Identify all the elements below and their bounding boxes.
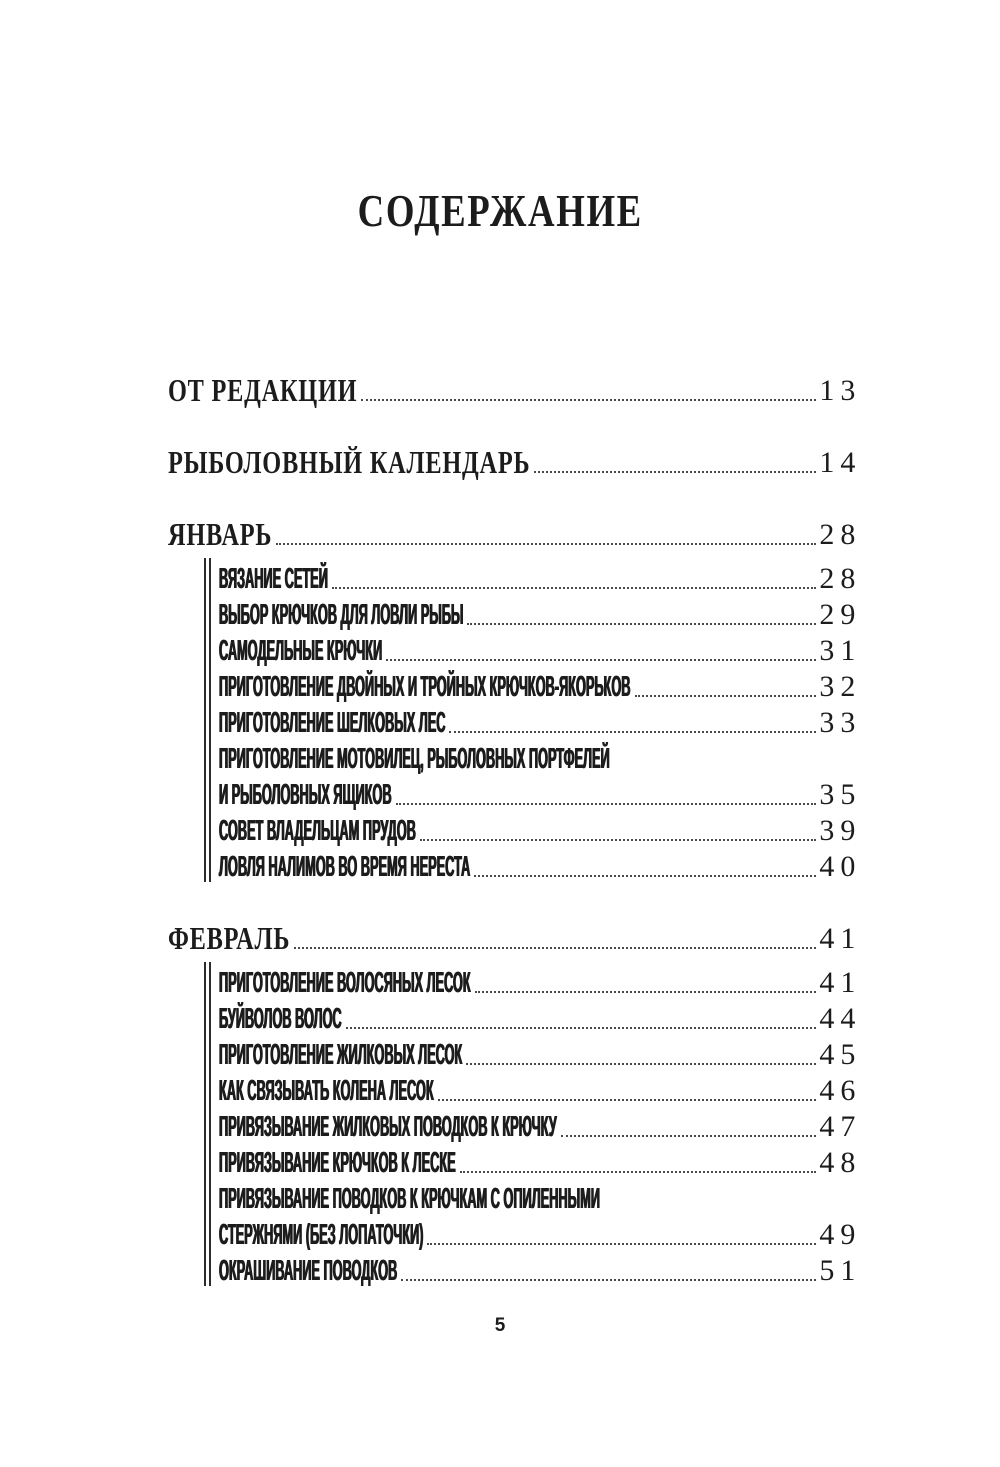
- page-ref: 49: [819, 1218, 862, 1251]
- dot-leader: [460, 1171, 817, 1173]
- dot-leader: [467, 623, 816, 625]
- toc-subentry: [219, 774, 862, 811]
- toc-subentry-label: [219, 673, 631, 702]
- dot-leader: [294, 947, 816, 949]
- toc-entry-label: [168, 374, 357, 406]
- toc-list: [168, 372, 862, 1287]
- page-ref: 29: [819, 598, 862, 631]
- toc-subentry-label-text: ВЯЗАНИЕ СЕТЕЙ: [219, 563, 328, 595]
- page-ref: 46: [819, 1074, 862, 1107]
- toc-subentry-label: [219, 1185, 600, 1214]
- toc-subentry-label: [219, 1113, 557, 1142]
- page-ref: 41: [819, 922, 862, 955]
- dot-leader: [466, 1063, 816, 1065]
- toc-subentry-label-text: САМОДЕЛЬНЫЕ КРЮЧКИ: [219, 635, 383, 667]
- toc-subentry: [219, 962, 862, 999]
- dot-leader: [386, 659, 816, 661]
- toc-entry-label-text: ОТ РЕДАКЦИИ: [168, 372, 358, 408]
- toc-subentry-label-text: СОВЕТ ВЛАДЕЛЬЦАМ ПРУДОВ: [219, 815, 416, 847]
- toc-subentry-label: [219, 565, 328, 594]
- toc-subentry-label-text: ПРИГОТОВЛЕНИЕ ЖИЛКОВЫХ ЛЕСОК: [219, 1039, 463, 1071]
- toc-subentry: [219, 998, 862, 1035]
- toc-subentry: [219, 1178, 856, 1214]
- dot-leader: [474, 875, 816, 877]
- dot-leader: [449, 731, 816, 733]
- dot-leader: [534, 471, 816, 473]
- toc-subentry-label: [219, 1221, 423, 1250]
- dot-leader: [475, 991, 817, 993]
- dot-leader: [361, 399, 816, 401]
- toc-subentry-label-text: ПРИВЯЗЫВАНИЕ ПОВОДКОВ К КРЮЧКАМ С ОПИЛЕННЫМИ: [219, 1183, 600, 1215]
- page-ref: 32: [819, 670, 862, 703]
- page-ref: 13: [819, 374, 862, 407]
- toc-subentry-label-text: СТЕРЖНЯМИ (БЕЗ ЛОПАТОЧКИ): [219, 1219, 424, 1251]
- toc-section: [168, 920, 862, 1287]
- page-ref: 51: [819, 1254, 862, 1287]
- dot-leader: [332, 587, 816, 589]
- page-title: [0, 185, 1000, 236]
- toc-subentry-label: [219, 1149, 456, 1178]
- page-ref: 33: [819, 706, 862, 739]
- page-folio-number: 5: [494, 1315, 506, 1336]
- page-ref: 35: [819, 778, 862, 811]
- toc-section: [168, 372, 862, 408]
- toc-subentry: [219, 702, 862, 739]
- toc-subentry-label: [219, 853, 470, 882]
- toc-subentry-label-text: И РЫБОЛОВНЫХ ЯЩИКОВ: [219, 779, 392, 811]
- toc-subentry-label: [219, 1077, 434, 1106]
- toc-subentry-label-text: КАК СВЯЗЫВАТЬ КОЛЕНА ЛЕСОК: [219, 1075, 434, 1107]
- toc-subentry-label-text: ПРИГОТОВЛЕНИЕ ДВОЙНЫХ И ТРОЙНЫХ КРЮЧКОВ-ЯКОРЬКОВ: [219, 671, 631, 703]
- page-ref: 41: [819, 966, 862, 999]
- toc-entry: [168, 920, 862, 956]
- toc-subsection: [209, 558, 862, 883]
- toc-subentry-label: [219, 637, 382, 666]
- toc-subentry-label: [219, 709, 445, 738]
- toc-subentry-label-text: ПРИГОТОВЛЕНИЕ ШЕЛКОВЫХ ЛЕС: [219, 707, 446, 739]
- toc-entry-label: [168, 518, 272, 550]
- toc-subentry-label-text: ПРИВЯЗЫВАНИЕ ЖИЛКОВЫХ ПОВОДКОВ К КРЮЧКУ: [219, 1111, 557, 1143]
- toc-subentry-label-text: ЛОВЛЯ НАЛИМОВ ВО ВРЕМЯ НЕРЕСТА: [219, 851, 471, 883]
- toc-entry: [168, 372, 862, 408]
- toc-subentry: [219, 1214, 862, 1251]
- toc-subentry: [219, 738, 856, 774]
- toc-section: [168, 444, 862, 480]
- page-ref: 28: [819, 562, 862, 595]
- page-ref: 44: [819, 1002, 862, 1035]
- dot-leader: [561, 1135, 817, 1137]
- page-title-text: СОДЕРЖАНИЕ: [357, 185, 643, 236]
- page-ref: 28: [819, 518, 862, 551]
- toc-subentry-label: [219, 601, 463, 630]
- toc-entry-label: [168, 446, 530, 478]
- toc-entry: [168, 516, 862, 552]
- toc-subentry-label: [219, 1257, 397, 1286]
- toc-subentry-label-text: БУЙВОЛОВ ВОЛОС: [219, 1003, 342, 1035]
- toc-subentry-label-text: ПРИГОТОВЛЕНИЕ ВОЛОСЯНЫХ ЛЕСОК: [219, 967, 471, 999]
- toc-subentry-label: [219, 969, 471, 998]
- toc-entry-label-text: РЫБОЛОВНЫЙ КАЛЕНДАРЬ: [168, 444, 531, 480]
- toc-subentry-label-text: ОКРАШИВАНИЕ ПОВОДКОВ: [219, 1255, 398, 1287]
- toc-subsection-rule: [204, 558, 862, 883]
- page-ref: 14: [819, 446, 862, 479]
- toc-subsection-rule: [204, 962, 862, 1287]
- toc-subentry-label: [219, 1041, 462, 1070]
- toc-subentry: [219, 1034, 862, 1071]
- toc-subentry-label-text: ПРИГОТОВЛЕНИЕ МОТОВИЛЕЦ, РЫБОЛОВНЫХ ПОРТФЕЛЕЙ: [219, 743, 610, 775]
- dot-leader: [427, 1243, 816, 1245]
- toc-subentry: [219, 1250, 862, 1287]
- dot-leader: [420, 839, 817, 841]
- toc-subentry: [219, 1070, 862, 1107]
- toc-subentry: [219, 594, 862, 631]
- page-ref: 40: [819, 850, 862, 883]
- dot-leader: [438, 1099, 817, 1101]
- page-ref: 48: [819, 1146, 862, 1179]
- toc-subentry-label: [219, 817, 416, 846]
- toc-entry: [168, 444, 862, 480]
- toc-subentry: [219, 1142, 862, 1179]
- toc-section: [168, 516, 862, 883]
- toc-subentry: [219, 558, 862, 595]
- toc-subentry: [219, 846, 862, 883]
- dot-leader: [276, 543, 816, 545]
- toc-subentry: [219, 1106, 862, 1143]
- toc-subentry-label: [219, 781, 392, 810]
- toc-subentry-label: [219, 1005, 342, 1034]
- page-ref: 39: [819, 814, 862, 847]
- toc-subentry: [219, 666, 862, 703]
- page-ref: 31: [819, 634, 862, 667]
- dot-leader: [635, 695, 817, 697]
- dot-leader: [346, 1027, 817, 1029]
- toc-subentry-label: [219, 745, 610, 774]
- toc-entry-label: [168, 922, 290, 954]
- toc-subsection: [209, 962, 862, 1287]
- page-ref: 47: [819, 1110, 862, 1143]
- dot-leader: [396, 803, 817, 805]
- toc-subentry: [219, 810, 862, 847]
- page-ref: 45: [819, 1038, 862, 1071]
- toc-subentry-label-text: ПРИВЯЗЫВАНИЕ КРЮЧКОВ К ЛЕСКЕ: [219, 1147, 456, 1179]
- toc-subentry-label-text: ВЫБОР КРЮЧКОВ ДЛЯ ЛОВЛИ РЫБЫ: [219, 599, 464, 631]
- toc-subentry: [219, 630, 862, 667]
- toc-entry-label-text: ЯНВАРЬ: [168, 516, 273, 552]
- toc-entry-label-text: ФЕВРАЛЬ: [168, 920, 291, 956]
- dot-leader: [401, 1279, 816, 1281]
